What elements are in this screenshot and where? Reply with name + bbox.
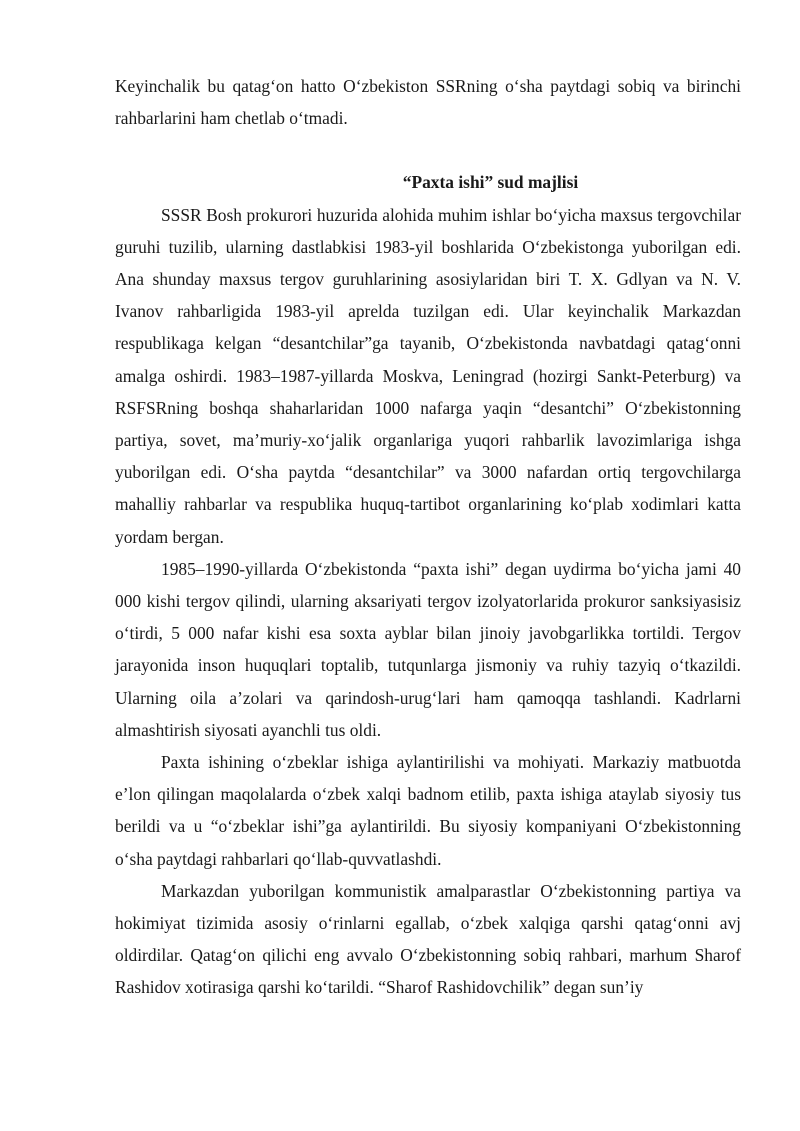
body-paragraph: SSSR Bosh prokurori huzurida alohida muhim ishlar bo‘yicha maxsus tergovchilar guruhi tuzilib, ularning dastlabkisi 1983-yil boshlarida O‘zbekistonga yuborilgan edi. Ana shunday maxsus tergov guruhlarining asosiylaridan biri T. X. Gdlyan va N. V. Ivanov rahbarligida 1983-yil aprelda tuzilgan edi. Ular keyinchalik Markazdan respublikaga kelgan “desantchilar”ga tayanib, O‘zbekistonda navbatdagi qatag‘onni amalga oshirdi. 1983–1987-yillarda Moskva, Leningrad (hozirgi Sankt-Peterburg) va RSFSRning boshqa shaharlaridan 1000 nafarga yaqin “desantchi” O‘zbekistonning partiya, sovet, ma’muriy-xo‘jalik organlariga yuqori rahbarlik lavozimlariga ishga yuborilgan edi. O‘sha paytda “desantchilar” va 3000 nafardan ortiq tergovchilarga mahalliy rahbarlar va respublika huquq-tartibot organlarining ko‘plab xodimlari katta yordam bergan. bbox=[115, 204, 741, 547]
section-title: “Paxta ishi” sud majlisi bbox=[402, 172, 579, 193]
document-page bbox=[115, 70, 741, 1004]
body-paragraph: Paxta ishining o‘zbeklar ishiga aylantirilishi va mohiyati. Markaziy matbuotda e’lon qilingan maqolalarda o‘zbek xalqi badnom etilib, paxta ishiga ataylab siyosiy tus berildi va u “o‘zbeklar ishi”ga aylantirildi. Bu siyosiy kompaniyani O‘zbekistonning o‘sha paytdagi rahbarlari qo‘llab-quvvatlashdi. bbox=[115, 752, 741, 869]
body-paragraph: 1985–1990-yillarda O‘zbekistonda “paxta ishi” degan uydirma bo‘yicha jami 40 000 kishi tergov qilindi, ularning aksariyati tergov izolyatorlarida prokuror sanksiyasisiz o‘tirdi, 5 000 nafar kishi esa soxta ayblar bilan jinoiy javobgarlikka tortildi. Tergov jarayonida inson huquqlari toptalib, tutqunlarga jismoniy va ruhiy tazyiq o‘tkazildi. Ularning oila a’zolari va qarindosh-urug‘lari ham qamoqqa tashlandi. Kadrlarni almashtirish siyosati ayanchli tus oldi. bbox=[115, 558, 741, 740]
intro-paragraph: Keyinchalik bu qatag‘on hatto O‘zbekiston SSRning o‘sha paytdagi sobiq va birinchi rahbarlarini ham chetlab o‘tmadi. bbox=[115, 76, 741, 129]
body-paragraph: Markazdan yuborilgan kommunistik amalparastlar O‘zbekistonning partiya va hokimiyat tizimida asosiy o‘rinlarni egallab, o‘zbek xalqiga qarshi qatag‘onni avj oldirdilar. Qatag‘on qilichi eng avvalo O‘zbekistonning sobiq rahbari, marhum Sharof Rashidov xotirasiga qarshi ko‘tarildi. “Sharof Rashidovchilik” degan sun’iy bbox=[115, 880, 741, 998]
